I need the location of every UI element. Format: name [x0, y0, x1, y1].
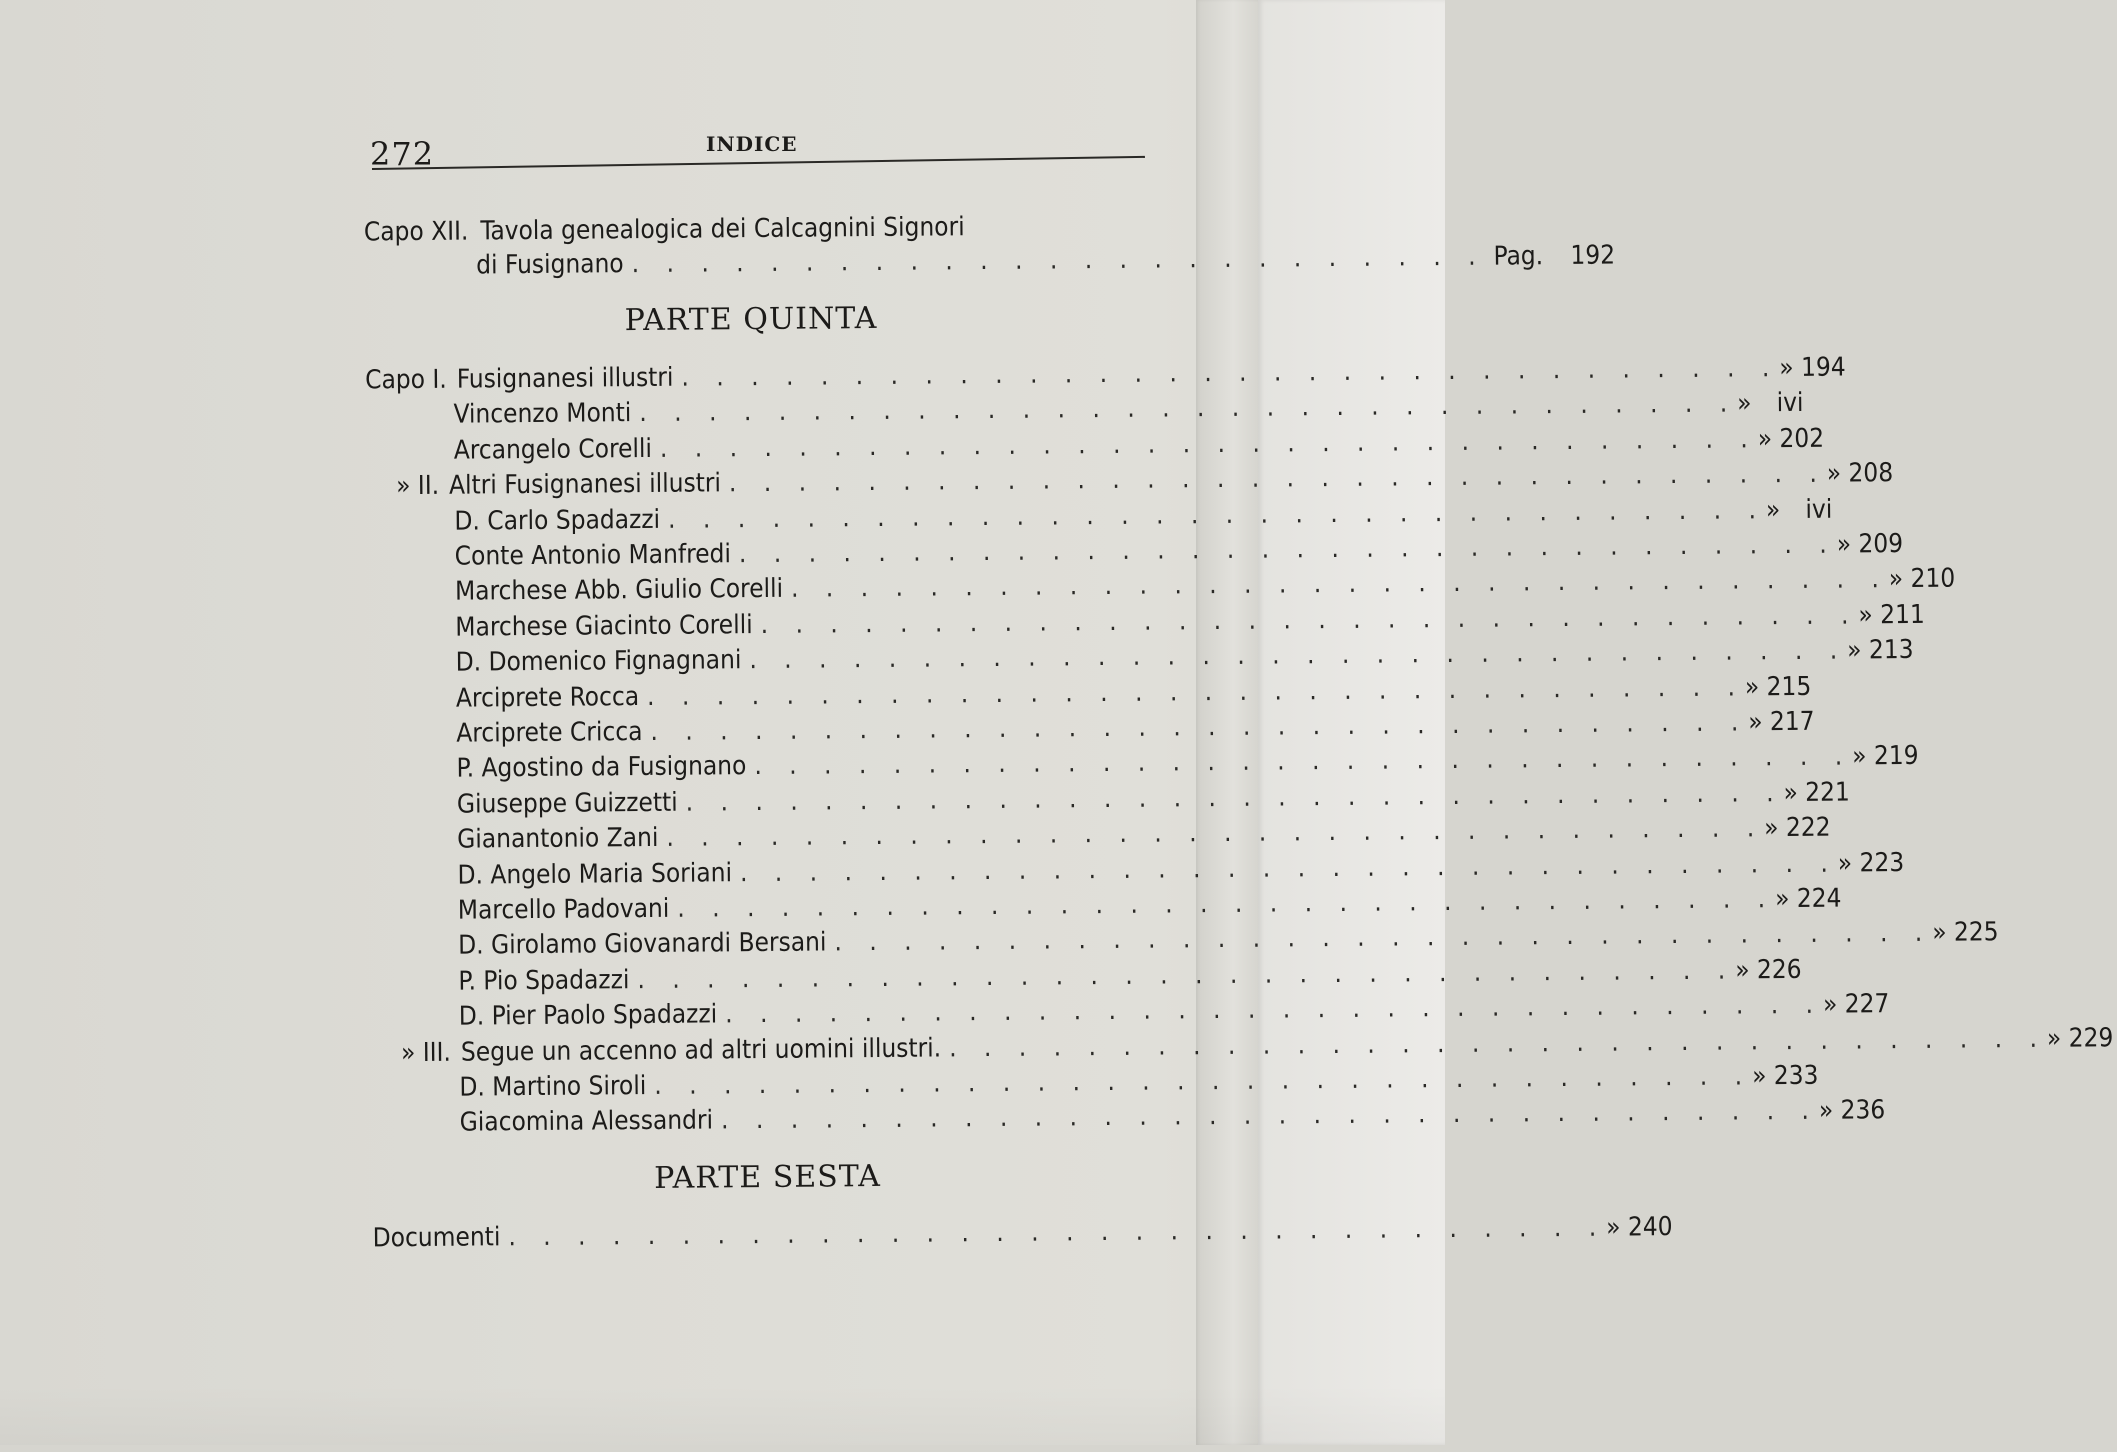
entry-marker: » [1764, 813, 1779, 844]
toc-entry [455, 599, 1925, 646]
entry-page: 213 [1868, 635, 1914, 666]
entry-title: Marchese Giacinto Corelli [455, 609, 753, 643]
entry-title: Fusignanesi illustri [456, 362, 674, 395]
toc-entry [455, 635, 1914, 682]
entry-marker: » [1858, 600, 1873, 631]
entry-marker: » [1765, 494, 1781, 525]
dot-leader: . . . . . . . . . . . . . . . . . . . . . . . . . . . . . . . . [667, 494, 1767, 535]
dot-leader: . . . . . . . . . . . . . . . . . . . . . . . . . . . . . . . . [720, 1096, 1820, 1136]
entry-title: D. Angelo Maria Soriani [457, 857, 733, 891]
dot-leader: . . . . . . . . . . . . . . . . . . . . . . . . . . . . . . . . [677, 884, 1776, 924]
entry-title: D. Domenico Fignagnani [455, 645, 742, 678]
entry-prefix: Capo I. [365, 364, 447, 396]
toc-entry [457, 847, 1905, 894]
entry-page: 192 [1570, 240, 1616, 271]
entry-title: Marcello Padovani [457, 893, 670, 926]
entry-title: Gianantonio Zani [457, 823, 659, 855]
entry-marker: » [1836, 529, 1852, 560]
entry-page: 194 [1800, 352, 1846, 383]
dot-leader: . . . . . . . . . . . . . . . . . . . . . . . . . . . . . . . . [754, 741, 1853, 782]
entry-title: Arcangelo Corelli [453, 433, 653, 466]
entry-title: Vincenzo Monti [453, 398, 632, 431]
toc-entry [456, 777, 1850, 823]
dot-leader: . . . . . . . . . . . . . . . . . . . . . . . . . . . . . . . . [639, 388, 1738, 429]
dot-leader: . . . . . . . . . . . . . . . . . . . . . . . . . . . . . . . . [790, 564, 1889, 605]
dot-leader: . . . . . . . . . . . . . . . . . . . . . . . . . . . . . . . . [685, 777, 1784, 818]
entry-page: 215 [1766, 671, 1812, 702]
entry-title: D. Carlo Spadazzi [454, 504, 661, 537]
entry-marker: » [1735, 955, 1750, 986]
entry-title: D. Martino Siroli [459, 1071, 647, 1103]
entry-title: Tavola genealogica dei Calcagnini Signori [480, 212, 965, 247]
dot-leader: . . . . . . . . . . . . . . . . . . . . . . . . . . . . . . . . [725, 989, 1824, 1030]
toc-entry [453, 423, 1825, 469]
entry-marker: » [1822, 989, 1838, 1020]
entry-title: Giuseppe Guizzetti [456, 787, 678, 820]
entry-marker: » [1606, 1212, 1621, 1243]
page-number: 272 [370, 135, 435, 173]
entry-title: Altri Fusignanesi illustri [448, 468, 722, 501]
entry-marker: » [1748, 707, 1763, 738]
dot-leader: . . . . . . . . . . . . . . . . . . . . . . . . . . . . . . . . [738, 529, 1837, 570]
toc-entry [458, 954, 1802, 1000]
entry-page: 227 [1844, 989, 1890, 1020]
entry-marker: » [1752, 1061, 1767, 1092]
entry-page: ivi [1805, 494, 1833, 525]
dot-leader: . . . . . . . . . . . . . . . . . . . . . . . . . . . . . . . . [654, 1061, 1753, 1101]
toc-entry [456, 741, 1919, 788]
entry-page: 208 [1848, 458, 1894, 489]
entry-title: di Fusignano [476, 249, 624, 281]
entry-marker: » [1783, 777, 1798, 808]
dot-leader: . . . . . . . . . . . . . . . . . . . . . . . . . . . . . . . . [681, 353, 1780, 393]
dot-leader: . . . . . . . . . . . . . . . . . . . . . . . . . . . . . . . . [508, 1212, 1607, 1253]
entry-title: D. Girolamo Giovanardi Bersani [458, 927, 827, 962]
toc-entry [454, 494, 1833, 540]
entry-page: 202 [1779, 423, 1825, 454]
entry-title: Segue un accenno ad altri uomini illustri. [460, 1033, 942, 1068]
toc-entry [400, 1022, 2114, 1072]
dot-leader: . . . . . . . . . . . . . . . . . . . . . . . . . [631, 241, 1486, 280]
toc-entry [372, 1212, 1673, 1257]
entry-marker: » [1852, 741, 1867, 772]
toc-entry [457, 812, 1831, 859]
toc-entry [456, 706, 1815, 753]
toc-entry [459, 1095, 1886, 1142]
entry-title: Conte Antonio Manfredi [454, 539, 732, 572]
entry-marker: » [1818, 1096, 1834, 1127]
entry-page: 236 [1840, 1095, 1886, 1126]
toc-entry [454, 529, 1904, 576]
entry-marker: » [1837, 848, 1853, 879]
entry-page: 223 [1859, 847, 1905, 879]
entry-prefix: » III. [400, 1037, 452, 1068]
entry-marker: Pag. [1493, 241, 1544, 272]
entry-marker: » [1775, 884, 1790, 915]
entry-prefix: Capo XII. [363, 216, 469, 248]
dot-leader: . . . . . . . . . . . . . . . . . . . . . . . . . . . . . . . . [659, 424, 1758, 464]
dot-leader: . . . . . . . . . . . . . . . . . . . . . . . . . . . . . . . . [749, 635, 1848, 676]
entry-marker: » [2046, 1023, 2062, 1054]
dot-leader: . . . . . . . . . . . . . . . . . . . . . . . . . . . . . . . . [666, 813, 1765, 854]
entry-title: Arciprete Rocca [455, 681, 640, 714]
entry-page: 209 [1858, 529, 1904, 560]
toc-entry [455, 671, 1812, 717]
entry-page: 222 [1785, 812, 1831, 844]
entry-marker: » [1779, 352, 1794, 384]
entry-marker: » [1737, 388, 1752, 419]
toc-entry [454, 563, 1956, 611]
entry-page: 229 [2068, 1022, 2114, 1054]
entry-page: 233 [1773, 1060, 1819, 1092]
entry-page: 217 [1769, 706, 1815, 738]
entry-page: 224 [1796, 883, 1842, 914]
toc-entry [395, 458, 1894, 506]
entry-title: Marchese Abb. Giulio Corelli [454, 574, 784, 608]
dot-leader: . . . . . . . . . . . . . . . . . . . . . . . . . . . . . . . . [834, 918, 1933, 958]
entry-title: P. Pio Spadazzi [458, 964, 630, 997]
entry-page: 219 [1873, 741, 1919, 772]
dot-leader: . . . . . . . . . . . . . . . . . . . . . . . . . . . . . . . . [650, 707, 1749, 747]
entry-title: Documenti [372, 1222, 501, 1254]
entry-page: 226 [1756, 954, 1802, 986]
toc-entry [459, 1060, 1819, 1106]
toc-entry [458, 917, 1999, 965]
entry-page: 210 [1910, 563, 1956, 595]
running-title: INDICE [706, 132, 798, 156]
entry-page: 240 [1627, 1212, 1673, 1243]
toc-entry-capo-xii-line2 [476, 240, 1616, 285]
section-heading-parte-quinta: PARTE QUINTA [624, 300, 878, 339]
entry-page: 225 [1953, 917, 1999, 948]
dot-leader: . . . . . . . . . . . . . . . . . . . . . . . . . . . . . . . . [760, 600, 1859, 640]
section-heading-parte-sesta: PARTE SESTA [654, 1158, 881, 1196]
dot-leader: . . . . . . . . . . . . . . . . . . . . . . . . . . . . . . . . [637, 955, 1736, 995]
entry-marker: » [1757, 423, 1773, 455]
entry-marker: » [1847, 635, 1862, 666]
entry-title: Arciprete Cricca [456, 717, 643, 749]
dot-leader: . . . . . . . . . . . . . . . . . . . . . . . . . . . . . . . . [646, 671, 1746, 712]
entry-prefix: » II. [395, 470, 440, 502]
entry-marker: » [1888, 564, 1904, 595]
toc-entry [365, 352, 1846, 400]
entry-marker: » [1826, 458, 1842, 489]
entry-title: D. Pier Paolo Spadazzi [458, 999, 718, 1032]
entry-page: ivi [1776, 388, 1804, 419]
entry-marker: » [1744, 671, 1760, 702]
dot-leader: . . . . . . . . . . . . . . . . . . . . . . . . . . . . . . . . [948, 1023, 2048, 1063]
toc-entry [457, 883, 1842, 929]
entry-page: 221 [1805, 777, 1850, 808]
dot-leader: . . . . . . . . . . . . . . . . . . . . . . . . . . . . . . . . [728, 458, 1827, 499]
entry-page: 211 [1880, 599, 1925, 631]
toc-entry [453, 388, 1804, 434]
dot-leader: . . . . . . . . . . . . . . . . . . . . . . . . . . . . . . . . [739, 848, 1838, 888]
entry-title: P. Agostino da Fusignano [456, 751, 747, 785]
entry-title: Giacomina Alessandri [459, 1105, 714, 1139]
toc-entry [458, 989, 1890, 1036]
entry-marker: » [1932, 918, 1947, 949]
